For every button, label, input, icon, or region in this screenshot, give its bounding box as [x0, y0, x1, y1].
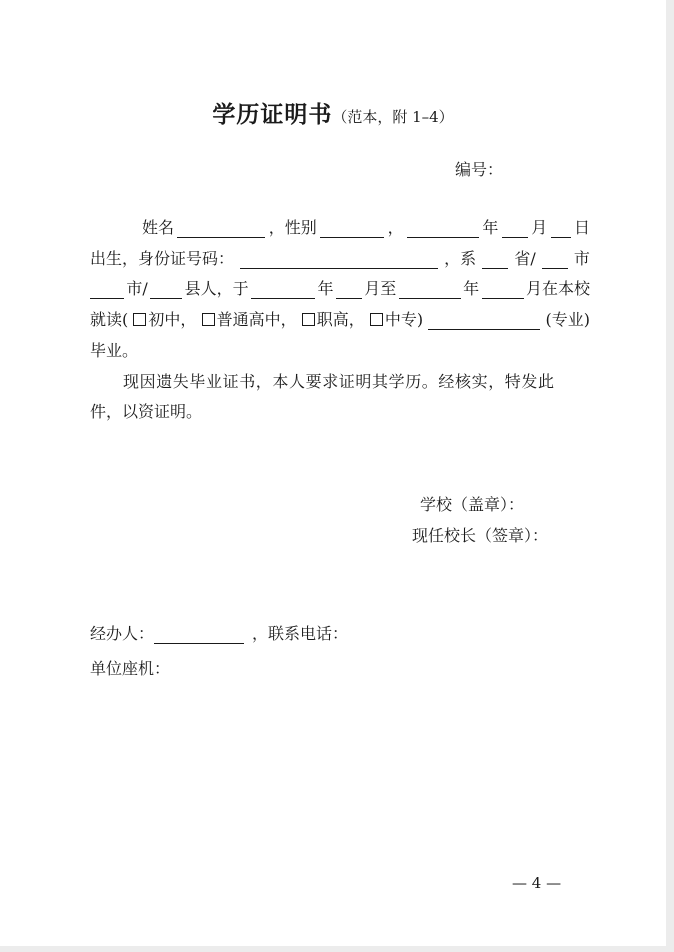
label-year: 年: [482, 218, 499, 237]
blank-province[interactable]: [482, 250, 508, 269]
title-main: 学历证明书: [212, 101, 333, 128]
label-major: (专业): [545, 310, 590, 329]
checkbox-icon[interactable]: [302, 313, 315, 326]
blank-major[interactable]: [428, 311, 540, 330]
label-gender: ，性别: [268, 218, 317, 237]
text-reason-1: 现因遗失毕业证书，本人要求证明其学历。经核实，特发此: [123, 372, 555, 391]
label-city2: 市/: [126, 279, 148, 298]
label-year2: 年: [463, 279, 480, 298]
blank-birth-day[interactable]: [551, 219, 571, 238]
checkbox-icon[interactable]: [133, 313, 146, 326]
blank-start-year[interactable]: [251, 280, 315, 299]
document-title: [0, 96, 666, 129]
label-county: 县人，于: [184, 279, 249, 298]
line-study-period: [90, 279, 590, 299]
label-study: 就读(: [90, 310, 129, 329]
blank-city[interactable]: [542, 250, 568, 269]
title-note: （范本，附 1–4）: [332, 108, 454, 126]
school-seal-label: 学校（盖章）：: [420, 495, 525, 514]
checkbox-icon[interactable]: [202, 313, 215, 326]
checkbox-icon[interactable]: [370, 313, 383, 326]
option-vocational-high[interactable]: 职高，: [302, 310, 365, 330]
label-handler: 经办人：: [90, 624, 155, 643]
blank-id-number[interactable]: [240, 250, 438, 269]
label-landline: 单位座机：: [90, 659, 171, 678]
label-day: 日: [573, 218, 590, 237]
option-junior-high[interactable]: 初中，: [133, 310, 196, 330]
line-graduated: [90, 341, 590, 361]
landline-line: [90, 659, 590, 679]
blank-handler[interactable]: [154, 625, 244, 644]
label-month-to: 月至: [364, 279, 397, 298]
line-school-type: [90, 310, 590, 330]
principal-signature-label: 现任校长（签章）：: [412, 526, 549, 545]
line-born-id: [90, 249, 590, 269]
label-year1: 年: [317, 279, 334, 298]
label-graduated: 毕业。: [90, 341, 139, 360]
handler-line: [90, 624, 590, 644]
text-reason-2: 件，以资证明。: [90, 402, 203, 421]
label-city: 市: [573, 249, 590, 268]
page-number: — 4 —: [512, 874, 562, 892]
label-province: 省/: [514, 249, 536, 268]
blank-birth-month[interactable]: [502, 219, 528, 238]
label-name: 姓名: [142, 218, 175, 237]
blank-start-month[interactable]: [336, 280, 362, 299]
paragraph-reason-line2: [90, 402, 590, 422]
paragraph-reason-line1: [123, 372, 590, 392]
blank-birth-year[interactable]: [407, 219, 479, 238]
blank-county[interactable]: [150, 280, 182, 299]
label-born-id: 出生，身份证号码：: [90, 249, 235, 268]
label-phone: ，联系电话：: [252, 624, 349, 643]
line-name-gender-date: [142, 218, 590, 238]
serial-number-label: 编号：: [455, 160, 504, 179]
blank-city2[interactable]: [90, 280, 124, 299]
blank-end-year[interactable]: [399, 280, 461, 299]
blank-gender[interactable]: [320, 219, 384, 238]
option-technical-school[interactable]: 中专): [370, 310, 423, 330]
label-from: ，系: [444, 249, 477, 268]
bottom-edge: [0, 946, 674, 952]
label-month: 月: [531, 218, 548, 237]
label-comma: ，: [387, 218, 404, 237]
vertical-scrollbar[interactable]: [666, 0, 674, 952]
label-month-at: 月在本校: [525, 279, 590, 298]
blank-name[interactable]: [177, 219, 265, 238]
blank-end-month[interactable]: [482, 280, 524, 299]
option-high-school[interactable]: 普通高中，: [202, 310, 297, 330]
